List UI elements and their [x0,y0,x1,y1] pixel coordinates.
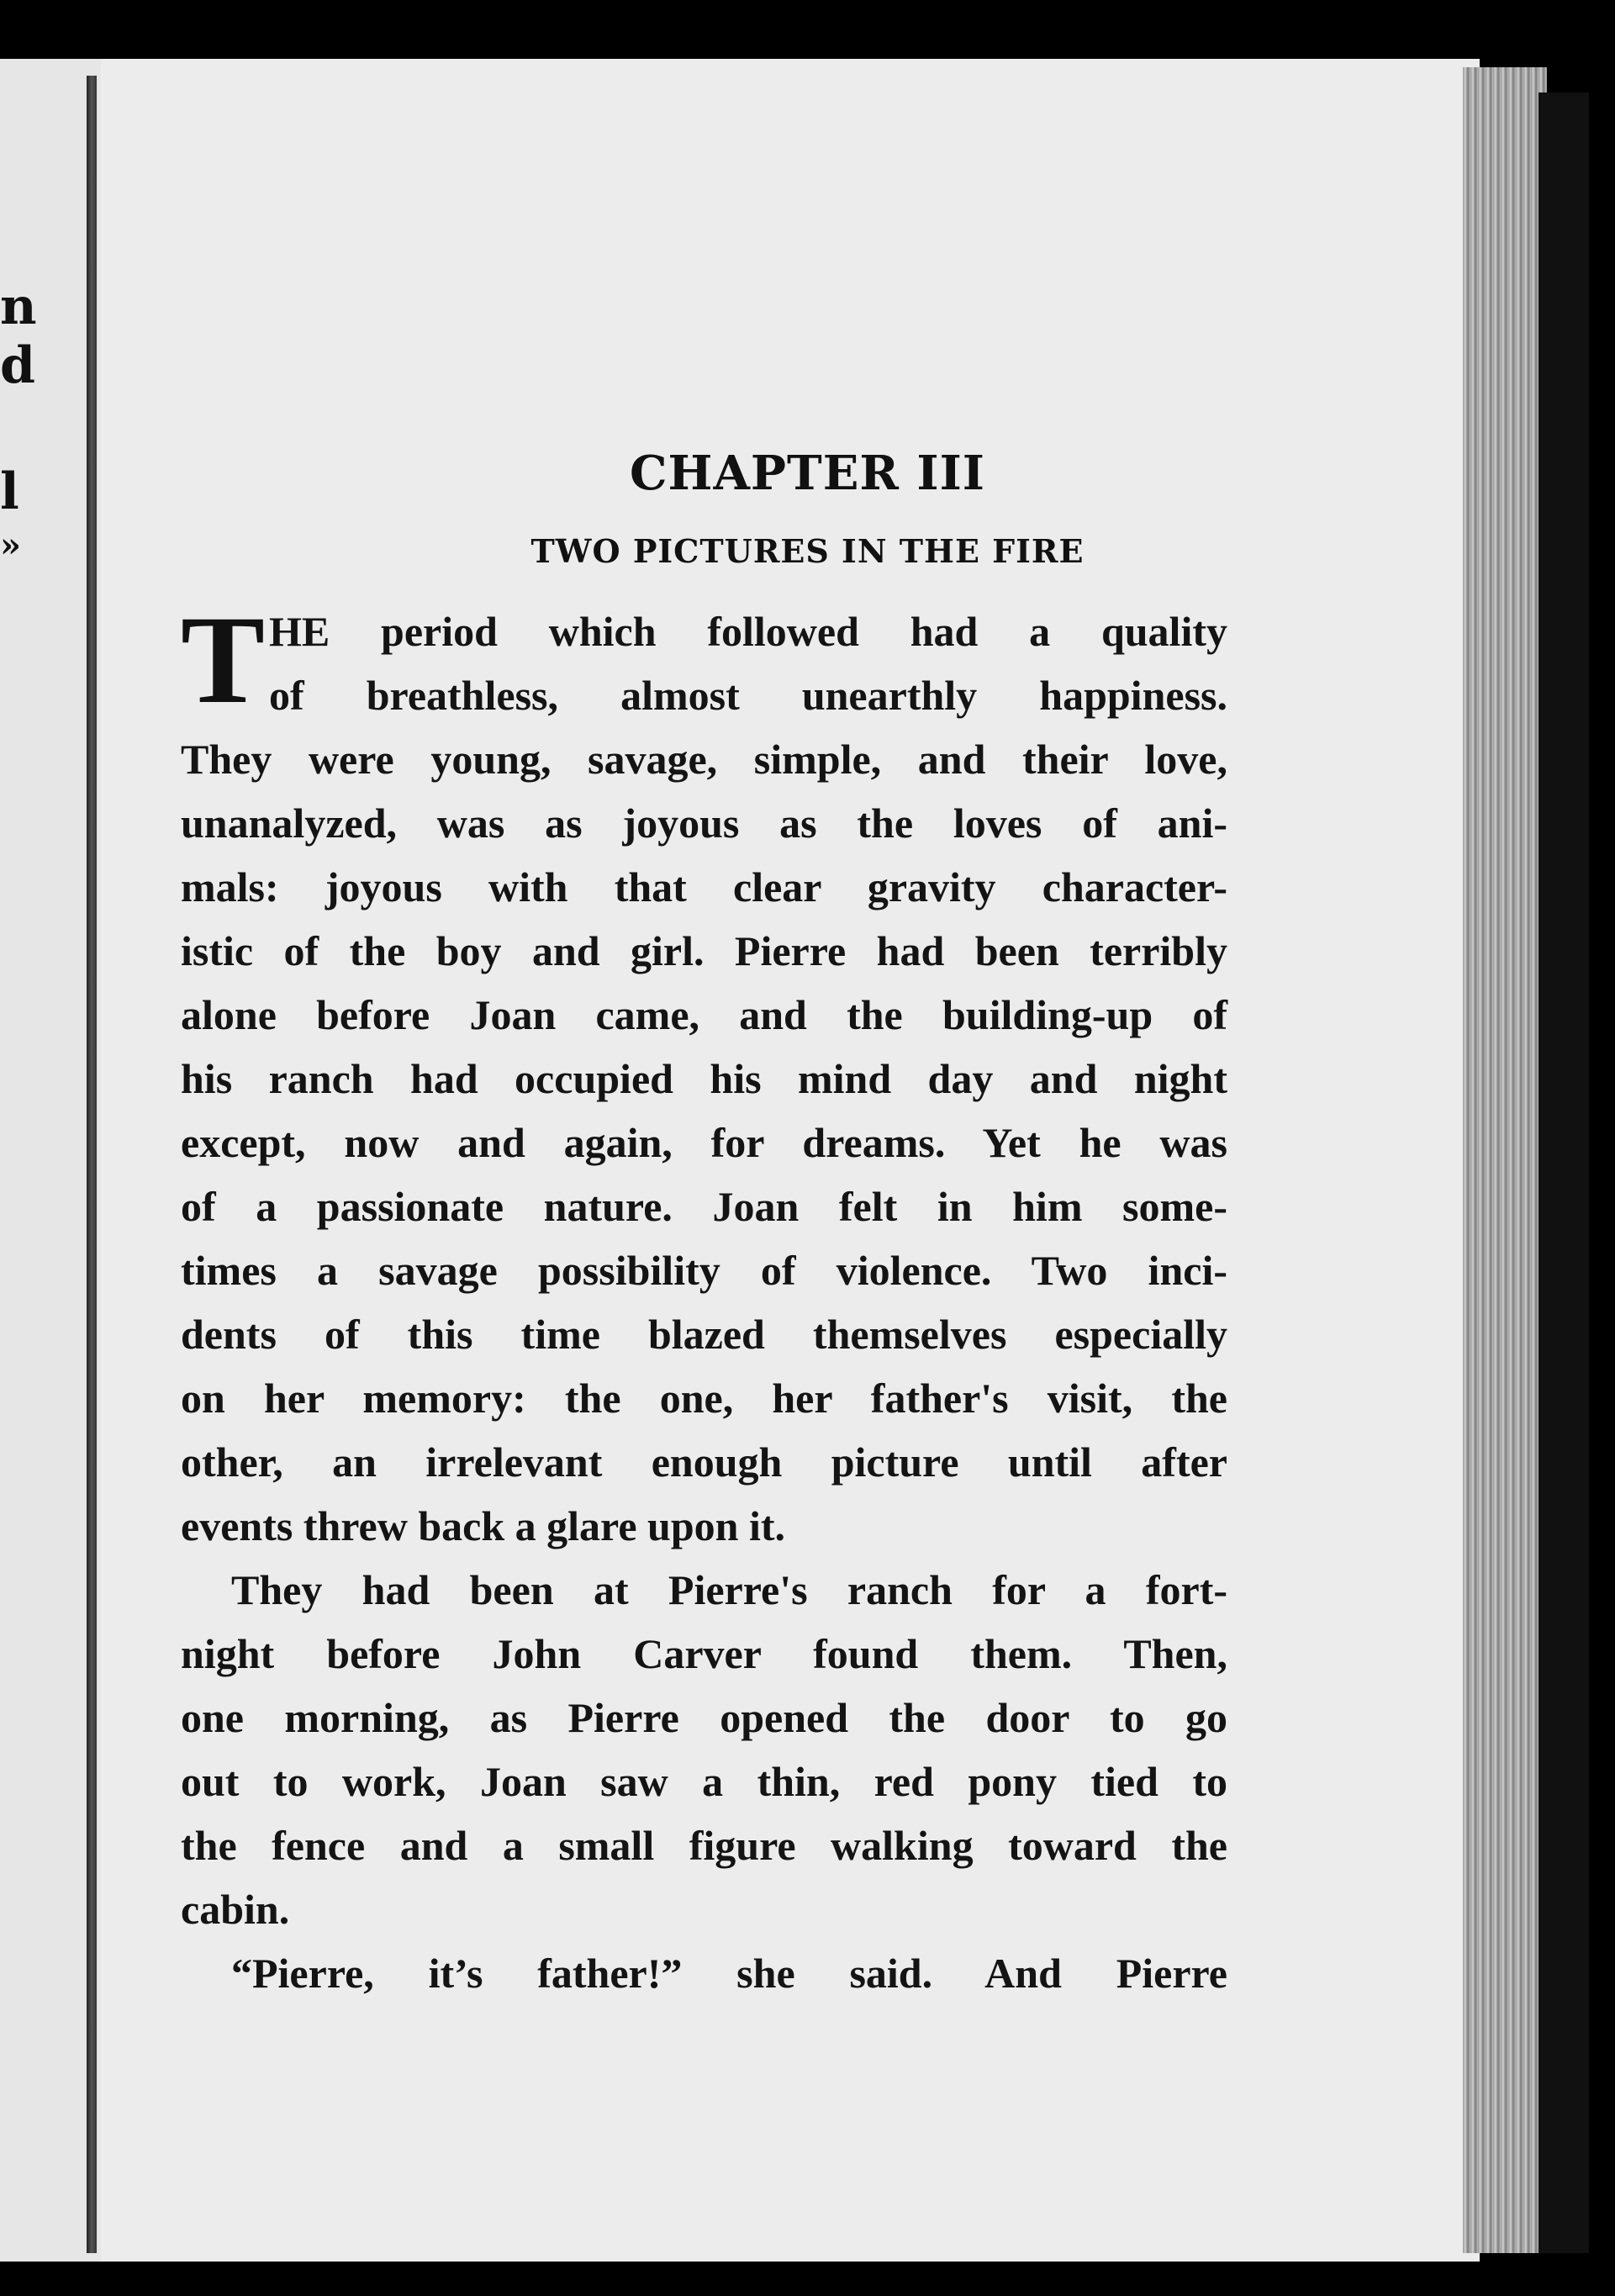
text-line: one morning, as Pierre opened the door to go [181,1694,1227,1741]
text-line: times a savage possibility of violence. Two inci- [181,1247,1227,1294]
text-line: cabin. [181,1886,290,1933]
text-line: events threw back a glare upon it. [181,1502,785,1549]
text-line: his ranch had occupied his mind day and night [181,1055,1227,1102]
text-line: istic of the boy and girl. Pierre had been terribly [181,927,1227,974]
text-line: on her memory: the one, her father's visit, the [181,1375,1227,1422]
text-line: other, an irrelevant enough picture until after [181,1438,1227,1486]
text-line: of breathless, almost unearthly happiness. [269,672,1227,719]
text-line: unanalyzed, was as joyous as the loves of ani- [181,800,1227,847]
book-gutter [87,76,97,2253]
page-edges [1463,67,1547,2253]
text-line: dents of this time blazed themselves especially [181,1311,1227,1358]
left-page-letter: n [0,277,37,336]
text-line: “Pierre, it’s father!” she said. And Pierre [231,1950,1227,1997]
left-page-letter: d [0,336,35,395]
page-edge-shadow [1538,92,1589,2253]
text-line: except, now and again, for dreams. Yet he was [181,1119,1227,1166]
text-line: night before John Carver found them. Then, [181,1630,1227,1677]
text-line: alone before Joan came, and the building-up of [181,991,1227,1038]
drop-cap: T [181,590,266,730]
text-line: They had been at Pierre's ranch for a fort- [231,1566,1227,1613]
text-line: out to work, Joan saw a thin, red pony tied to [181,1758,1227,1805]
left-page-letter: l [0,462,19,521]
paragraph-3 [181,1941,1227,2005]
text-line: They were young, savage, simple, and their love, [181,736,1227,783]
text-line: of a passionate nature. Joan felt in him some- [181,1183,1227,1230]
left-page-letter: » [0,525,21,565]
text-line: mals: joyous with that clear gravity character- [181,863,1227,910]
chapter-heading: CHAPTER III [629,446,985,501]
chapter-body [181,590,1227,2005]
text-line: HE period which followed had a quality [269,608,1227,655]
chapter-title: TWO PICTURES IN THE FIRE [530,532,1085,570]
paragraph-1 [181,590,1227,1558]
paragraph-2 [181,1558,1227,1941]
text-line: the fence and a small figure walking toward the [181,1822,1227,1869]
